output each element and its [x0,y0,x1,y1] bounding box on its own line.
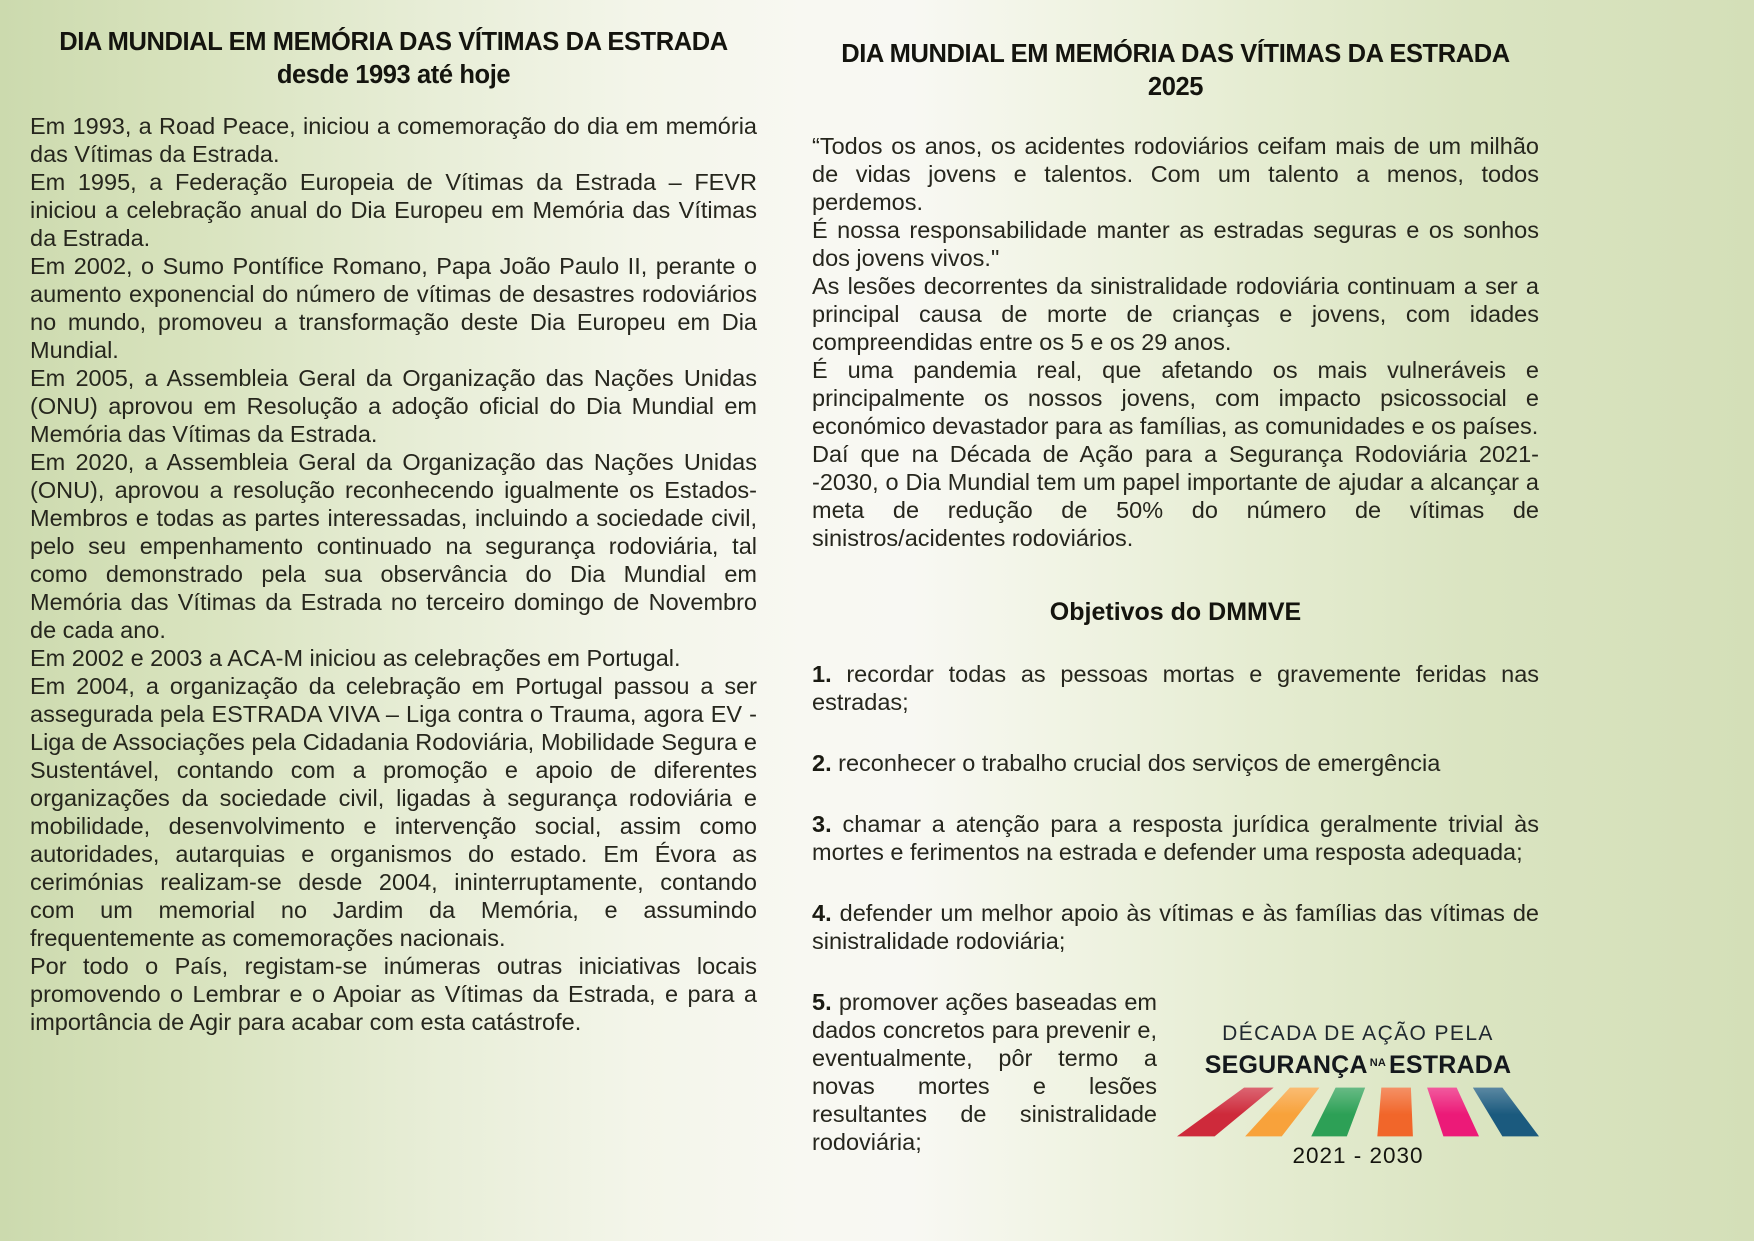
page-right-title: DIA MUNDIAL EM MEMÓRIA DAS VÍTIMAS DA ESTRADA 2025 [841,40,1510,102]
objective-5-number: 5. [812,989,832,1016]
objective-3-number: 3. [812,811,832,838]
objective-4-text: defender um melhor apoio às vítimas e às famílias das vítimas de sinistralidade rodoviária; [812,900,1539,955]
paragraph-1993: Em 1993, a Road Peace, iniciou a comemoração do dia em memória das Vítimas da Estrada. [30,113,757,168]
objective-2-text: reconhecer o trabalho crucial dos serviços de emergência [838,750,1441,777]
crosswalk-stripes-icon [1177,1087,1539,1137]
objective-1-number: 1. [812,661,832,688]
page-left-title-line1: DIA MUNDIAL EM MEMÓRIA DAS VÍTIMAS DA ESTRADA [59,28,728,56]
paragraph-lesoes: As lesões decorrentes da sinistralidade rodoviária continuam a ser a principal causa de morte de crianças e jovens, com idades compreendidas entre os 5 e os 29 anos. [812,273,1539,356]
paragraph-decada: Daí que na Década de Ação para a Segurança Rodoviária 2021--2030, o Dia Mundial tem um papel importante de ajudar a alcançar a meta de redução de 50% do número de vítimas de sinistros/acidentes rodoviários. [812,441,1539,552]
objective-2-number: 2. [812,750,832,777]
paragraph-2020: Em 2020, a Assembleia Geral da Organização das Nações Unidas (ONU), aprovou a resolução reconhecendo igualmente os Estados-Membros e todas as partes interessadas, incluindo a sociedade civil, pelo seu empenhamento continuado na segurança rodoviária, tal como demonstrado pela sua observância do Dia Mundial em Memória das Vítimas da Estrada no terceiro domingo de Novembro de cada ano. [30,449,757,644]
objective-1-text: recordar todas as pessoas mortas e gravemente feridas nas estradas; [812,661,1540,716]
objective-3-text: chamar a atenção para a resposta jurídica geralmente trivial às mortes e ferimentos na estrada e defender uma resposta adequada; [812,811,1539,866]
page-left [30,0,757,1036]
objective-1 [812,660,1539,716]
objective-3 [812,810,1539,866]
logo-line2 [1177,1049,1539,1079]
paragraph-pandemia: É uma pandemia real, que afetando os mais vulneráveis e principalmente os nossos jovens, com impacto psicossocial e económico devastador para as famílias, as comunidades e os países. [812,357,1539,440]
paragraph-2002: Em 2002, o Sumo Pontífice Romano, Papa João Paulo II, perante o aumento exponencial do número de vítimas de desastres rodoviários no mundo, promoveu a transformação deste Dia Europeu em Dia Mundial. [30,253,757,364]
paragraph-2005: Em 2005, a Assembleia Geral da Organização das Nações Unidas (ONU) aprovou em Resolução a adoção oficial do Dia Mundial em Memória das Vítimas da Estrada. [30,365,757,448]
logo-word-estrada: ESTRADA [1388,1051,1512,1080]
paragraph-1995: Em 1995, a Federação Europeia de Vítimas da Estrada – FEVR iniciou a celebração anual do Dia Europeu em Memória das Vítimas da Estrada. [30,169,757,252]
objective-4-number: 4. [812,900,832,927]
logo-years: 2021 - 2030 [1292,1143,1424,1169]
paragraph-2002-2003: Em 2002 e 2003 a ACA-M iniciou as celebrações em Portugal. [30,645,681,672]
page-left-title-line2: desde 1993 até hoje [276,61,511,90]
paragraph-pais: Por todo o País, registam-se inúmeras outras iniciativas locais promovendo o Lembrar e o Apoiar as Vítimas da Estrada, e para a importância de Agir para acabar com esta catástrofe. [30,953,757,1036]
objective-5-text: promover ações baseadas em dados concretos para prevenir e, eventualmente, pôr termo a novas mortes e lesões resultantes de sinistralidade rodoviária; [812,989,1157,1156]
paragraph-quote-1: “Todos os anos, os acidentes rodoviários ceifam mais de um milhão de vidas jovens e talentos. Com um talento a menos, todos perdemos. [812,133,1539,216]
objective-5 [812,988,1539,1169]
objectives-heading: Objetivos do DMMVE [1049,598,1302,627]
page-right [812,0,1539,1170]
paragraph-quote-2: É nossa responsabilidade manter as estradas seguras e os sonhos dos jovens vivos." [812,217,1539,272]
objective-4 [812,899,1539,955]
page-left-title [30,26,757,92]
objective-2 [812,749,1539,777]
logo-line1: DÉCADA DE AÇÃO PELA [1222,1022,1494,1046]
paragraph-2004: Em 2004, a organização da celebração em Portugal passou a ser assegurada pela ESTRADA VIVA – Liga contra o Trauma, agora EV - Liga de Associações pela Cidadania Rodoviária, Mobilidade Segura e Sustentável, contando com a promoção e apoio de diferentes organizações da sociedade civil, ligadas à segurança rodoviária e mobilidade, desenvolvimento e intervenção social, assim como autoridades, autarquias e organismos do estado. Em Évora as cerimónias realizam-se desde 2004, ininterruptamente, contando com um memorial no Jardim da Memória, e assumindo frequentemente as comemorações nacionais. [30,673,757,952]
logo-word-na: NA [1369,1057,1386,1070]
logo-word-seguranca: SEGURANÇA [1204,1051,1368,1080]
decade-of-action-logo [1177,1020,1539,1170]
